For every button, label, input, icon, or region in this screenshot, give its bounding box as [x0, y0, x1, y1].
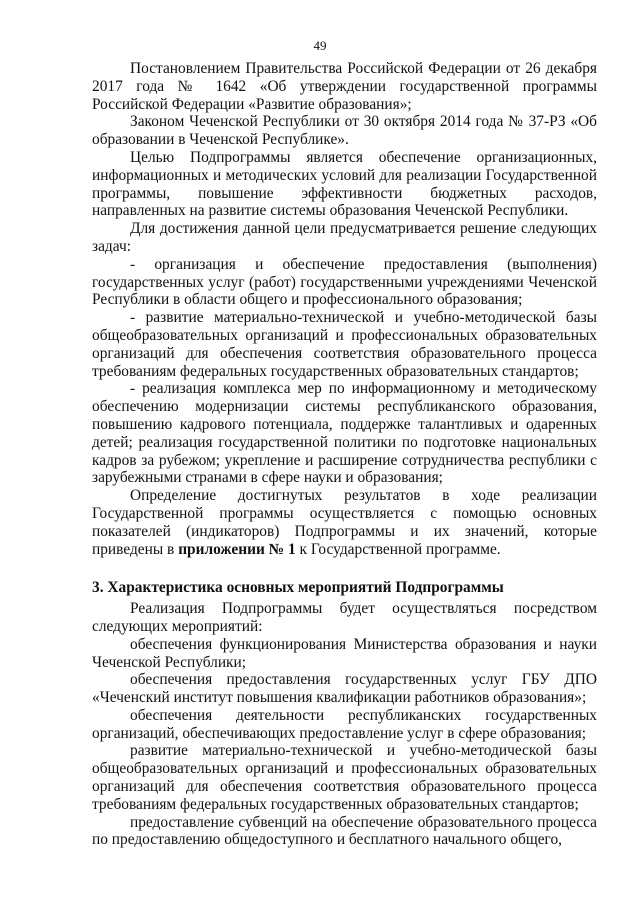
measure-item-institute: обеспечения предоставления государственных услуг ГБУ ДПО «Чеченский институт повышения квалификации работников образования»; [92, 671, 597, 707]
measure-item-subventions: предоставление субвенций на обеспечение образовательного процесса по предоставлению общедоступного и бесплатного начального общего, [92, 813, 597, 849]
paragraph-measures-intro: Реализация Подпрограммы будет осуществляться посредством следующих мероприятий: [92, 600, 597, 635]
measure-item-organizations: обеспечения деятельности республиканских государственных организаций, обеспечивающих предоставление услуг в сфере образования; [92, 706, 597, 742]
task-item-information-support: - реализация комплекса мер по информационному и методическому обеспечению модернизации системы республиканского образования, повышению кадрового потенциала, поддержке талантливых и одаренных детей; реализация государственной политики по подготовке национальных кадров за рубежом; укрепление и расширение сотрудничества республики с зарубежными странами в сфере науки и образования; [92, 380, 597, 487]
appendix-reference: приложении № 1 [178, 540, 296, 558]
task-item-services: - организация и обеспечение предоставления (выполнения) государственных услуг (работ) государственными учреждениями Чеченской Республики в области общего и профессионального образования; [92, 255, 597, 309]
paragraph-tasks-intro: Для достижения данной цели предусматривается решение следующих задач: [92, 220, 597, 255]
task-item-material-base: - развитие материально-технической и учебно-методической базы общеобразовательных организаций и профессиональных образовательных организаций для обеспечения соответствия образовательного процесса требованиям федеральных государственных образовательных стандартов; [92, 309, 597, 380]
measure-item-material-base: развитие материально-технической и учебно-методической базы общеобразовательных организаций и профессиональных образовательных организаций для обеспечения соответствия образовательного процесса требованиям федеральных государственных образовательных стандартов; [92, 742, 597, 813]
section-heading: 3. Характеристика основных мероприятий Подпрограммы [92, 579, 504, 597]
paragraph-subprogram-goal: Целью Подпрограммы является обеспечение организационных, информационных и методических условий для реализации Государственной программы, повышение эффективности бюджетных расходов, направленных на развитие системы образования Чеченской Республики. [92, 148, 597, 220]
page-content [92, 60, 597, 849]
paragraph-government-decree: Постановлением Правительства Российской Федерации от 26 декабря 2017 года № 1642 «Об утверждении государственной программы Российской Федерации «Развитие образования»; [92, 60, 597, 113]
page-number: 49 [313, 38, 327, 53]
indicators-text-after: к Государственной программе. [295, 540, 501, 558]
measure-item-ministry: обеспечения функционирования Министерства образования и науки Чеченской Республики; [92, 635, 597, 671]
indicators-text-before: Определение достигнутых результатов в ходе реализации Государственной программы осуществляется с помощью основных показателей (индикаторов) Подпрограммы и их значений, которые приведены в [92, 487, 597, 558]
paragraph-chechen-law: Законом Чеченской Республики от 30 октября 2014 года № 37-РЗ «Об образовании в Чеченской Республике». [92, 113, 597, 149]
paragraph-indicators [92, 487, 597, 558]
